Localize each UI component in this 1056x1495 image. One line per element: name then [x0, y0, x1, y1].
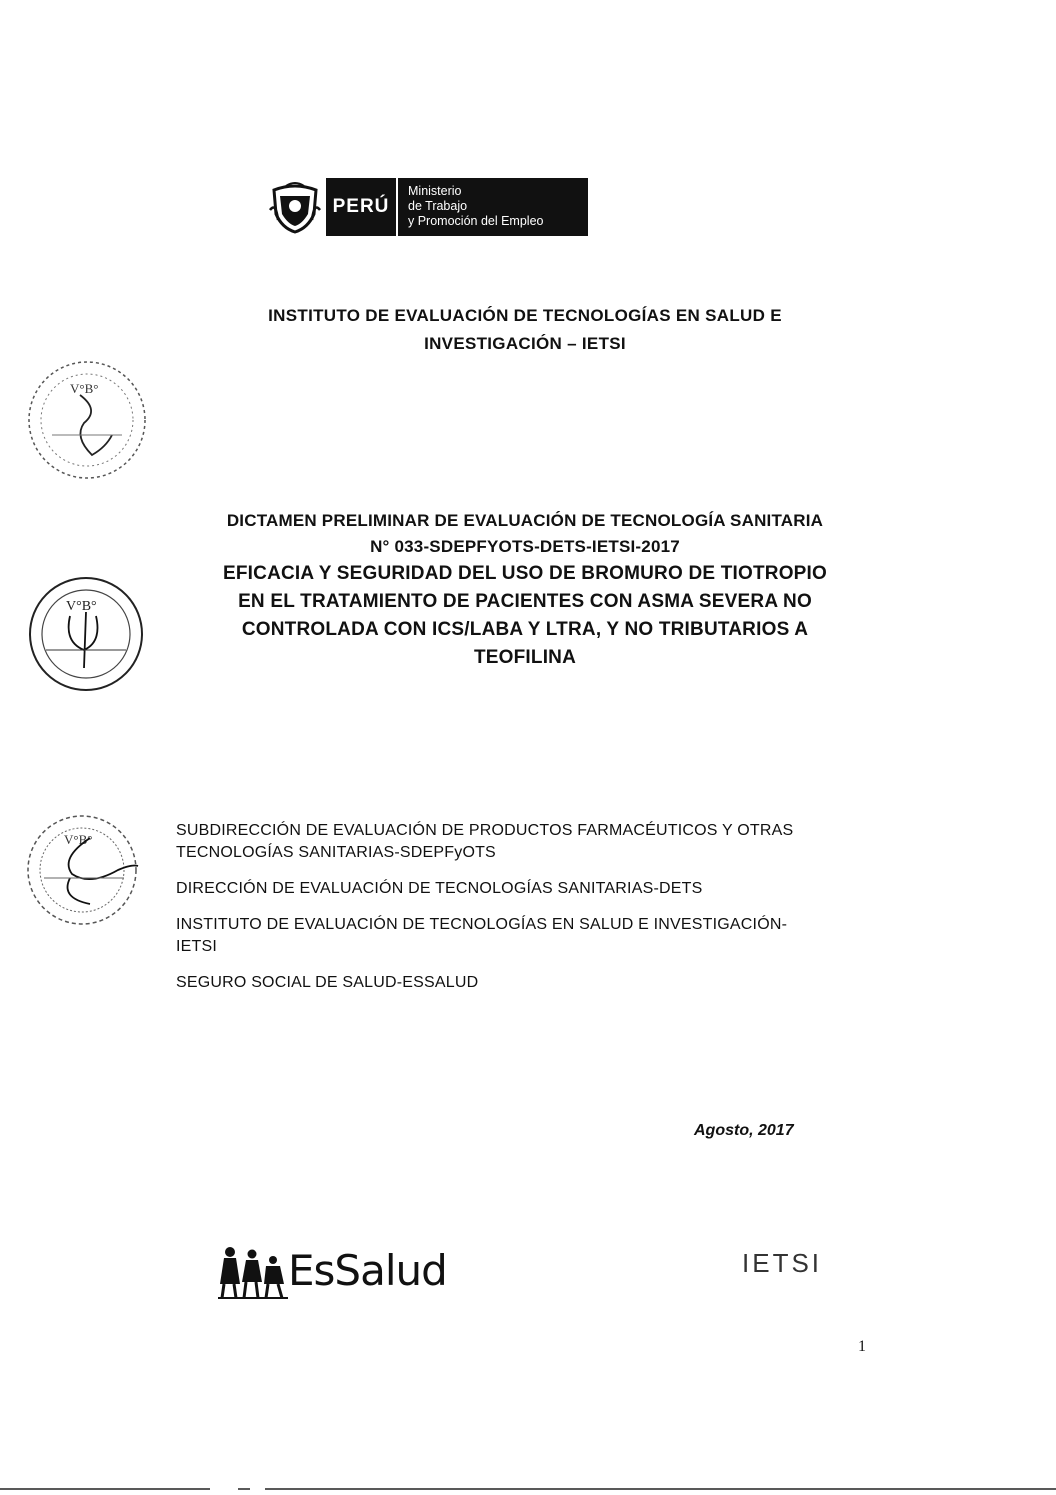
directorate-line: TECNOLOGÍAS SANITARIAS-SDEPFyOTS — [176, 844, 496, 861]
directorates-list — [176, 820, 896, 1008]
dictamen-title-line-3: CONTROLADA CON ICS/LABA Y LTRA, Y NO TRIBUTARIOS A — [241, 619, 809, 640]
approval-stamp-1 — [22, 355, 152, 485]
essalud-wordmark: EsSalud — [288, 1246, 447, 1295]
directorate-line: IETSI — [176, 938, 218, 955]
stamp-3-text: V°B° — [64, 832, 93, 847]
page-number: 1 — [858, 1338, 866, 1355]
directorate-line: INSTITUTO DE EVALUACIÓN DE TECNOLOGÍAS EN SALUD E INVESTIGACIÓN- — [176, 916, 788, 933]
directorate-line: SUBDIRECCIÓN DE EVALUACIÓN DE PRODUCTOS FARMACÉUTICOS Y OTRAS — [176, 822, 794, 839]
essalud-logo — [218, 1240, 478, 1304]
family-figures-icon — [218, 1244, 290, 1300]
dictamen-code: N° 033-SDEPFYOTS-DETS-IETSI-2017 — [370, 537, 680, 556]
directorate-item — [176, 820, 896, 864]
directorate-item — [176, 878, 896, 900]
ministry-logo — [268, 178, 588, 238]
dictamen-line-1: DICTAMEN PRELIMINAR DE EVALUACIÓN DE TECNOLOGÍA SANITARIA — [226, 511, 824, 530]
directorate-line: DIRECCIÓN DE EVALUACIÓN DE TECNOLOGÍAS SANITARIAS-DETS — [176, 880, 703, 897]
dictamen-heading — [150, 508, 900, 672]
country-label: PERÚ — [326, 178, 396, 236]
directorate-line: SEGURO SOCIAL DE SALUD-ESSALUD — [176, 974, 479, 991]
bottom-divider — [0, 1488, 1056, 1490]
ietsi-wordmark: IETSI — [742, 1248, 823, 1278]
dictamen-title-line-2: EN EL TRATAMIENTO DE PACIENTES CON ASMA SEVERA NO — [238, 591, 812, 612]
approval-stamp-2 — [24, 572, 154, 702]
institute-title-line-1: INSTITUTO DE EVALUACIÓN DE TECNOLOGÍAS EN SALUD E — [268, 306, 782, 325]
directorate-item — [176, 972, 896, 994]
ministry-line-2: de Trabajo — [408, 199, 468, 213]
stamp-1-text: V°B° — [70, 381, 99, 396]
ministry-line-1: Ministerio — [408, 184, 462, 198]
stamp-2-text: V°B° — [66, 599, 97, 614]
institute-title — [160, 302, 890, 358]
dictamen-title-line-1: EFICACIA Y SEGURIDAD DEL USO DE BROMURO DE TIOTROPIO — [222, 563, 828, 584]
ministry-name — [398, 178, 588, 236]
ministry-line-3: y Promoción del Empleo — [408, 214, 544, 228]
coat-of-arms-icon — [268, 180, 322, 236]
directorate-item — [176, 914, 896, 958]
document-date: Agosto, 2017 — [694, 1122, 794, 1139]
dictamen-title-line-4: TEOFILINA — [473, 647, 577, 668]
institute-title-line-2: INVESTIGACIÓN – IETSI — [424, 334, 626, 353]
approval-stamp-3 — [20, 808, 150, 938]
